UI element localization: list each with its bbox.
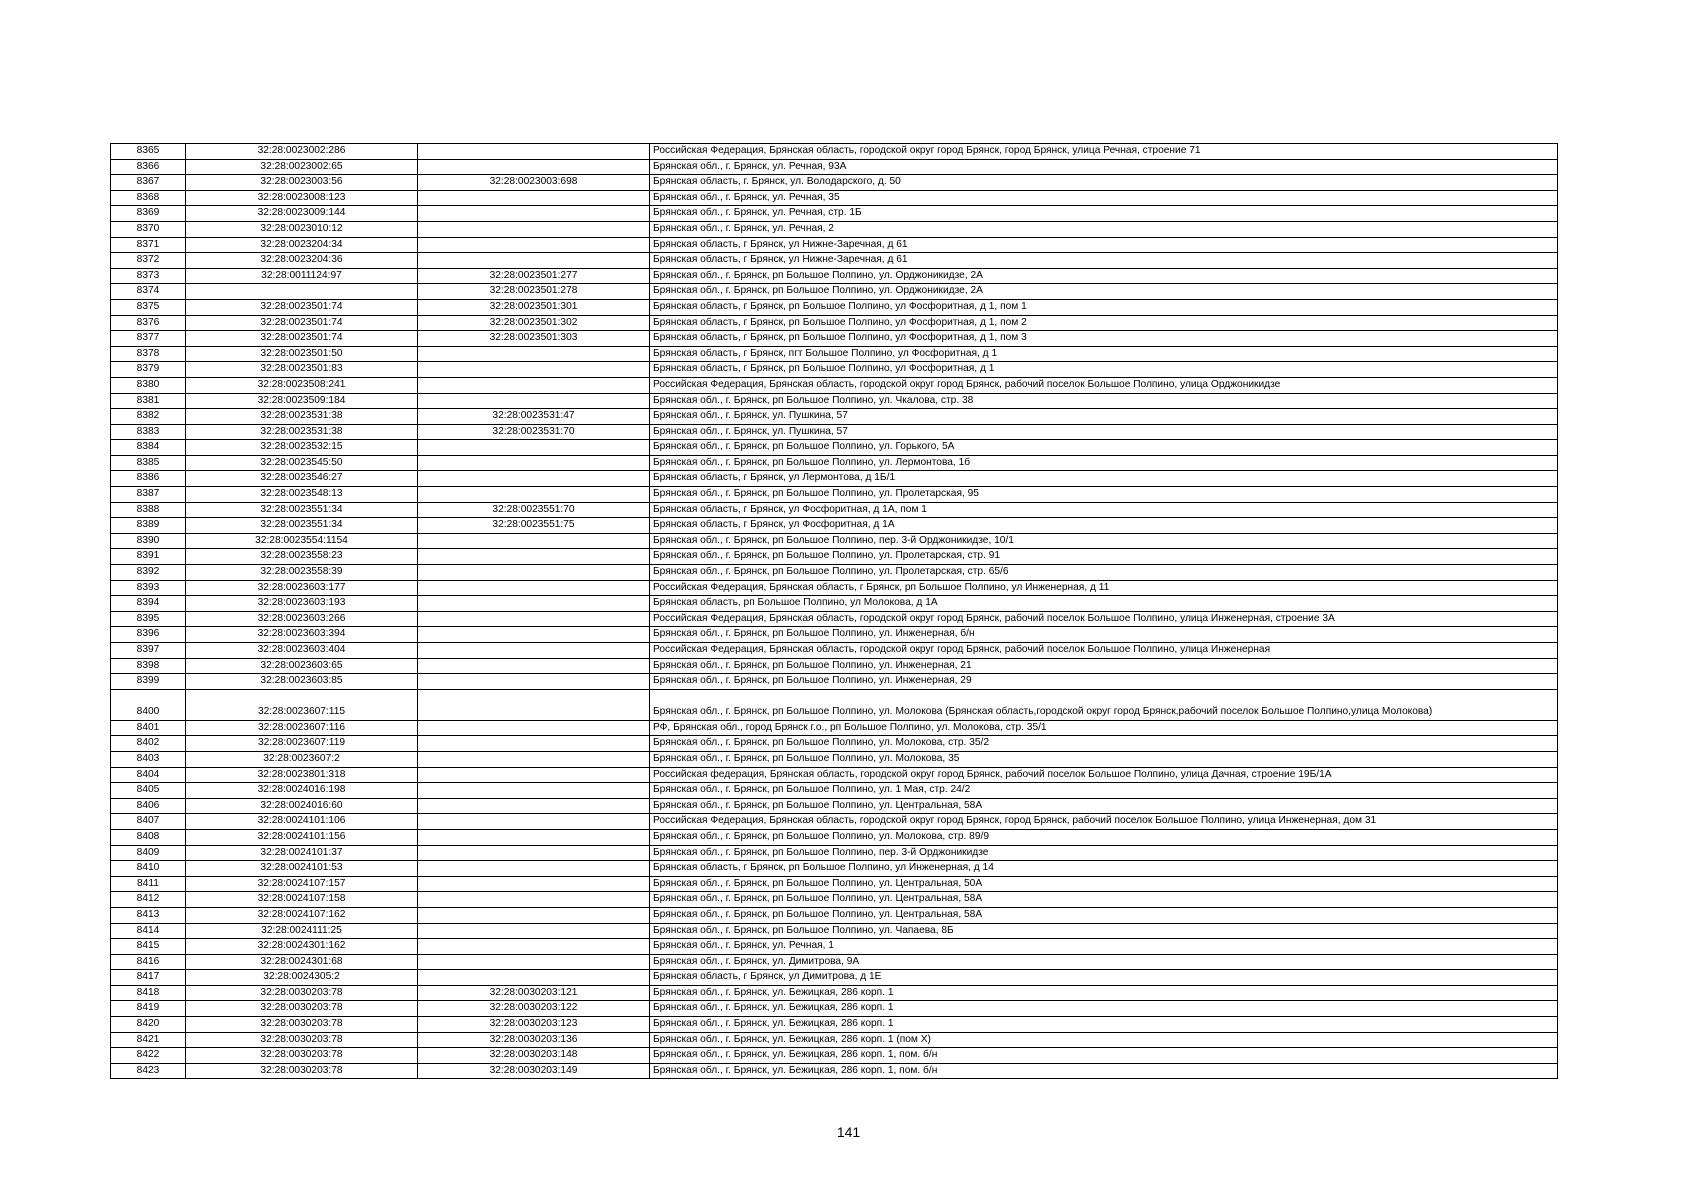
- table-row: [111, 487, 1558, 503]
- object-cadastral-number-cell: [418, 596, 650, 612]
- table-row: [111, 268, 1558, 284]
- address-cell: Брянская область, г Брянск, ул Нижне-Заречная, д 61: [650, 237, 1558, 253]
- address-cell: Брянская обл., г. Брянск, рп Большое Полпино, ул. Инженерная, б/н: [650, 627, 1558, 643]
- table-row: [111, 346, 1558, 362]
- object-cadastral-number-cell: [418, 674, 650, 690]
- cadastral-number-cell: 32:28:0023531:38: [186, 424, 418, 440]
- object-cadastral-number-cell: [418, 144, 650, 160]
- table-row: [111, 206, 1558, 222]
- table-row: [111, 237, 1558, 253]
- object-cadastral-number-cell: [418, 970, 650, 986]
- address-cell: Брянская обл., г. Брянск, рп Большое Полпино, ул. Молокова, стр. 89/9: [650, 829, 1558, 845]
- object-cadastral-number-cell: [418, 954, 650, 970]
- row-number-cell: 8423: [111, 1063, 186, 1079]
- cadastral-number-cell: 32:28:0023501:83: [186, 362, 418, 378]
- cadastral-number-cell: 32:28:0023603:65: [186, 658, 418, 674]
- address-cell: Брянская область, г Брянск, рп Большое Полпино, ул Фосфоритная, д 1: [650, 362, 1558, 378]
- table-row: [111, 783, 1558, 799]
- address-cell: Российская Федерация, Брянская область, городской округ город Брянск, город Брянск, улица Речная, строение 71: [650, 144, 1558, 160]
- object-cadastral-number-cell: [418, 876, 650, 892]
- row-number-cell: 8413: [111, 907, 186, 923]
- cadastral-number-cell: 32:28:0024107:158: [186, 892, 418, 908]
- row-number-cell: 8391: [111, 549, 186, 565]
- object-cadastral-number-cell: [418, 689, 650, 720]
- cadastral-number-cell: [186, 284, 418, 300]
- object-cadastral-number-cell: [418, 907, 650, 923]
- address-cell: Брянская область, рп Большое Полпино, ул Молокова, д 1А: [650, 596, 1558, 612]
- object-cadastral-number-cell: [418, 346, 650, 362]
- address-cell: Российская Федерация, Брянская область, городской округ город Брянск, рабочий поселок Большое Полпино, улица Орджоникидзе: [650, 377, 1558, 393]
- table-row: [111, 876, 1558, 892]
- address-cell: Брянская область, г Брянск, ул Фосфоритная, д 1А, пом 1: [650, 502, 1558, 518]
- cadastral-number-cell: 32:28:0024016:60: [186, 798, 418, 814]
- cadastral-number-cell: 32:28:0023603:266: [186, 611, 418, 627]
- cadastral-number-cell: 32:28:0023501:74: [186, 331, 418, 347]
- object-cadastral-number-cell: [418, 720, 650, 736]
- address-cell: Брянская обл., г. Брянск, ул. Димитрова, 9А: [650, 954, 1558, 970]
- row-number-cell: 8402: [111, 736, 186, 752]
- row-number-cell: 8419: [111, 1001, 186, 1017]
- address-cell: Брянская обл., г. Брянск, рп Большое Полпино, ул. Центральная, 58А: [650, 798, 1558, 814]
- row-number-cell: 8378: [111, 346, 186, 362]
- object-cadastral-number-cell: 32:28:0023501:301: [418, 299, 650, 315]
- address-cell: Брянская обл., г. Брянск, ул. Бежицкая, 286 корп. 1, пом. б/н: [650, 1063, 1558, 1079]
- table-row: [111, 471, 1558, 487]
- address-cell: Брянская обл., г. Брянск, рп Большое Полпино, ул. Инженерная, 29: [650, 674, 1558, 690]
- table-body: [111, 144, 1558, 1079]
- address-cell: Брянская обл., г. Брянск, ул. Речная, 93А: [650, 159, 1558, 175]
- object-cadastral-number-cell: 32:28:0023551:75: [418, 518, 650, 534]
- table-row: [111, 643, 1558, 659]
- row-number-cell: 8376: [111, 315, 186, 331]
- table-row: [111, 892, 1558, 908]
- object-cadastral-number-cell: [418, 814, 650, 830]
- row-number-cell: 8406: [111, 798, 186, 814]
- cadastral-number-cell: 32:28:0023603:177: [186, 580, 418, 596]
- cadastral-number-cell: 32:28:0030203:78: [186, 1048, 418, 1064]
- row-number-cell: 8377: [111, 331, 186, 347]
- object-cadastral-number-cell: [418, 923, 650, 939]
- object-cadastral-number-cell: [418, 221, 650, 237]
- cadastral-number-cell: 32:28:0023204:34: [186, 237, 418, 253]
- object-cadastral-number-cell: [418, 627, 650, 643]
- row-number-cell: 8411: [111, 876, 186, 892]
- table-row: [111, 689, 1558, 720]
- table-row: [111, 331, 1558, 347]
- address-cell: Брянская обл., г. Брянск, рп Большое Полпино, пер. 3-й Орджоникидзе: [650, 845, 1558, 861]
- row-number-cell: 8370: [111, 221, 186, 237]
- address-cell: Брянская обл., г. Брянск, рп Большое Полпино, ул. Молокова, стр. 35/2: [650, 736, 1558, 752]
- address-cell: Брянская обл., г. Брянск, ул. Пушкина, 57: [650, 424, 1558, 440]
- cadastral-number-cell: 32:28:0023002:65: [186, 159, 418, 175]
- cadastral-number-cell: 32:28:0023548:13: [186, 487, 418, 503]
- table-row: [111, 674, 1558, 690]
- object-cadastral-number-cell: [418, 861, 650, 877]
- cadastral-number-cell: 32:28:0023501:74: [186, 299, 418, 315]
- table-row: [111, 751, 1558, 767]
- table-row: [111, 284, 1558, 300]
- cadastral-number-cell: 32:28:0023551:34: [186, 502, 418, 518]
- object-cadastral-number-cell: [418, 767, 650, 783]
- cadastral-number-cell: 32:28:0030203:78: [186, 1063, 418, 1079]
- address-cell: Брянская область, г Брянск, ул Нижне-Заречная, д 61: [650, 253, 1558, 269]
- table-row: [111, 175, 1558, 191]
- table-row: [111, 814, 1558, 830]
- address-cell: Брянская обл., г. Брянск, рп Большое Полпино, ул. Пролетарская, стр. 91: [650, 549, 1558, 565]
- cadastral-number-cell: 32:28:0023603:85: [186, 674, 418, 690]
- table-row: [111, 970, 1558, 986]
- cadastral-number-cell: 32:28:0030203:78: [186, 1001, 418, 1017]
- address-cell: Брянская обл., г. Брянск, ул. Речная, 35: [650, 190, 1558, 206]
- object-cadastral-number-cell: [418, 845, 650, 861]
- object-cadastral-number-cell: 32:28:0023003:698: [418, 175, 650, 191]
- table-row: [111, 409, 1558, 425]
- table-row: [111, 658, 1558, 674]
- cadastral-number-cell: 32:28:0024305:2: [186, 970, 418, 986]
- cadastral-number-cell: 32:28:0024101:106: [186, 814, 418, 830]
- object-cadastral-number-cell: 32:28:0023531:70: [418, 424, 650, 440]
- row-number-cell: 8421: [111, 1032, 186, 1048]
- address-cell: Брянская область, г Брянск, ул Димитрова, д 1Е: [650, 970, 1558, 986]
- object-cadastral-number-cell: [418, 206, 650, 222]
- row-number-cell: 8388: [111, 502, 186, 518]
- address-cell: Российская федерация, Брянская область, городской округ город Брянск, рабочий поселок Большое Полпино, улица Дачная, строение 19Б/1А: [650, 767, 1558, 783]
- object-cadastral-number-cell: [418, 751, 650, 767]
- object-cadastral-number-cell: [418, 253, 650, 269]
- address-cell: Брянская область, г Брянск, рп Большое Полпино, ул Инженерная, д 14: [650, 861, 1558, 877]
- object-cadastral-number-cell: [418, 440, 650, 456]
- cadastral-number-cell: 32:28:0023501:74: [186, 315, 418, 331]
- row-number-cell: 8398: [111, 658, 186, 674]
- row-number-cell: 8384: [111, 440, 186, 456]
- cadastral-number-cell: 32:28:0023554:1154: [186, 533, 418, 549]
- address-cell: Брянская область, г Брянск, рп Большое Полпино, ул Фосфоритная, д 1, пом 2: [650, 315, 1558, 331]
- object-cadastral-number-cell: [418, 643, 650, 659]
- row-number-cell: 8374: [111, 284, 186, 300]
- row-number-cell: 8414: [111, 923, 186, 939]
- address-cell: Брянская обл., г. Брянск, ул. Речная, 1: [650, 939, 1558, 955]
- row-number-cell: 8382: [111, 409, 186, 425]
- address-cell: Брянская обл., г. Брянск, рп Большое Полпино, ул. Пролетарская, стр. 65/6: [650, 565, 1558, 581]
- table-row: [111, 798, 1558, 814]
- cadastral-number-cell: 32:28:0024101:156: [186, 829, 418, 845]
- cadastral-number-cell: 32:28:0023551:34: [186, 518, 418, 534]
- cadastral-number-cell: 32:28:0023558:23: [186, 549, 418, 565]
- address-cell: Брянская обл., г. Брянск, рп Большое Полпино, ул. Молокова (Брянская область,городской округ город Брянск,рабочий поселок Большое Полпино,улица Молокова): [650, 689, 1558, 720]
- object-cadastral-number-cell: [418, 455, 650, 471]
- row-number-cell: 8379: [111, 362, 186, 378]
- table-row: [111, 144, 1558, 160]
- table-row: [111, 580, 1558, 596]
- cadastral-number-cell: 32:28:0023531:38: [186, 409, 418, 425]
- row-number-cell: 8405: [111, 783, 186, 799]
- table-row: [111, 159, 1558, 175]
- row-number-cell: 8368: [111, 190, 186, 206]
- table-row: [111, 1001, 1558, 1017]
- table-row: [111, 253, 1558, 269]
- row-number-cell: 8403: [111, 751, 186, 767]
- table-row: [111, 767, 1558, 783]
- table-row: [111, 861, 1558, 877]
- address-cell: Брянская обл., г. Брянск, ул. Бежицкая, 286 корп. 1: [650, 985, 1558, 1001]
- table-row: [111, 377, 1558, 393]
- object-cadastral-number-cell: [418, 237, 650, 253]
- cadastral-number-cell: 32:28:0023546:27: [186, 471, 418, 487]
- row-number-cell: 8393: [111, 580, 186, 596]
- object-cadastral-number-cell: [418, 658, 650, 674]
- row-number-cell: 8383: [111, 424, 186, 440]
- object-cadastral-number-cell: [418, 736, 650, 752]
- cadastral-number-cell: 32:28:0023603:193: [186, 596, 418, 612]
- cadastral-number-cell: 32:28:0024107:157: [186, 876, 418, 892]
- object-cadastral-number-cell: [418, 829, 650, 845]
- object-cadastral-number-cell: [418, 377, 650, 393]
- table-row: [111, 627, 1558, 643]
- cadastral-number-cell: 32:28:0023607:115: [186, 689, 418, 720]
- address-cell: Брянская область, г Брянск, ул Лермонтова, д 1Б/1: [650, 471, 1558, 487]
- row-number-cell: 8373: [111, 268, 186, 284]
- row-number-cell: 8367: [111, 175, 186, 191]
- object-cadastral-number-cell: [418, 362, 650, 378]
- cadastral-number-cell: 32:28:0023603:394: [186, 627, 418, 643]
- cadastral-number-cell: 32:28:0030203:78: [186, 1017, 418, 1033]
- cadastral-number-cell: 32:28:0024301:162: [186, 939, 418, 955]
- row-number-cell: 8399: [111, 674, 186, 690]
- address-cell: Брянская обл., г. Брянск, рп Большое Полпино, пер. 3-й Орджоникидзе, 10/1: [650, 533, 1558, 549]
- table-row: [111, 1017, 1558, 1033]
- row-number-cell: 8422: [111, 1048, 186, 1064]
- address-cell: РФ, Брянская обл., город Брянск г.о., рп Большое Полпино, ул. Молокова, стр. 35/1: [650, 720, 1558, 736]
- object-cadastral-number-cell: [418, 798, 650, 814]
- row-number-cell: 8409: [111, 845, 186, 861]
- property-registry-table: [110, 143, 1558, 1079]
- address-cell: Брянская обл., г. Брянск, рп Большое Полпино, ул. Орджоникидзе, 2А: [650, 284, 1558, 300]
- object-cadastral-number-cell: 32:28:0023501:303: [418, 331, 650, 347]
- row-number-cell: 8395: [111, 611, 186, 627]
- address-cell: Российская Федерация, Брянская область, городской округ город Брянск, город Брянск, рабочий поселок Большое Полпино, улица Инженерная, дом 31: [650, 814, 1558, 830]
- cadastral-number-cell: 32:28:0023501:50: [186, 346, 418, 362]
- cadastral-number-cell: 32:28:0023607:2: [186, 751, 418, 767]
- row-number-cell: 8396: [111, 627, 186, 643]
- address-cell: Брянская обл., г. Брянск, ул. Пушкина, 57: [650, 409, 1558, 425]
- row-number-cell: 8390: [111, 533, 186, 549]
- cadastral-number-cell: 32:28:0023002:286: [186, 144, 418, 160]
- cadastral-number-cell: 32:28:0023545:50: [186, 455, 418, 471]
- object-cadastral-number-cell: 32:28:0023501:302: [418, 315, 650, 331]
- object-cadastral-number-cell: [418, 611, 650, 627]
- object-cadastral-number-cell: [418, 549, 650, 565]
- cadastral-number-cell: 32:28:0023009:144: [186, 206, 418, 222]
- object-cadastral-number-cell: 32:28:0030203:122: [418, 1001, 650, 1017]
- cadastral-number-cell: 32:28:0023003:56: [186, 175, 418, 191]
- row-number-cell: 8386: [111, 471, 186, 487]
- address-cell: Брянская область, г Брянск, ул Фосфоритная, д 1А: [650, 518, 1558, 534]
- row-number-cell: 8401: [111, 720, 186, 736]
- object-cadastral-number-cell: [418, 393, 650, 409]
- row-number-cell: 8418: [111, 985, 186, 1001]
- address-cell: Брянская обл., г. Брянск, рп Большое Полпино, ул. 1 Мая, стр. 24/2: [650, 783, 1558, 799]
- address-cell: Брянская обл., г. Брянск, рп Большое Полпино, ул. Горького, 5А: [650, 440, 1558, 456]
- row-number-cell: 8400: [111, 689, 186, 720]
- table-row: [111, 502, 1558, 518]
- address-cell: Российская Федерация, Брянская область, городской округ город Брянск, рабочий поселок Большое Полпино, улица Инженерная: [650, 643, 1558, 659]
- address-cell: Брянская обл., г. Брянск, рп Большое Полпино, ул. Орджоникидзе, 2А: [650, 268, 1558, 284]
- cadastral-number-cell: 32:28:0023508:241: [186, 377, 418, 393]
- address-cell: Брянская область, г Брянск, пгт Большое Полпино, ул Фосфоритная, д 1: [650, 346, 1558, 362]
- cadastral-number-cell: 32:28:0023607:116: [186, 720, 418, 736]
- address-cell: Российская Федерация, Брянская область, городской округ город Брянск, рабочий поселок Большое Полпино, улица Инженерная, строение 3А: [650, 611, 1558, 627]
- address-cell: Брянская обл., г. Брянск, рп Большое Полпино, ул. Чапаева, 8Б: [650, 923, 1558, 939]
- cadastral-number-cell: 32:28:0023204:36: [186, 253, 418, 269]
- cadastral-number-cell: 32:28:0011124:97: [186, 268, 418, 284]
- object-cadastral-number-cell: 32:28:0023501:277: [418, 268, 650, 284]
- table-row: [111, 985, 1558, 1001]
- table-row: [111, 518, 1558, 534]
- table-row: [111, 299, 1558, 315]
- address-cell: Брянская обл., г. Брянск, ул. Бежицкая, 286 корп. 1: [650, 1001, 1558, 1017]
- row-number-cell: 8375: [111, 299, 186, 315]
- cadastral-number-cell: 32:28:0024107:162: [186, 907, 418, 923]
- table-row: [111, 549, 1558, 565]
- table-row: [111, 1048, 1558, 1064]
- table-row: [111, 1063, 1558, 1079]
- table-row: [111, 596, 1558, 612]
- table-row: [111, 424, 1558, 440]
- cadastral-number-cell: 32:28:0023509:184: [186, 393, 418, 409]
- row-number-cell: 8412: [111, 892, 186, 908]
- address-cell: Брянская обл., г. Брянск, рп Большое Полпино, ул. Центральная, 50А: [650, 876, 1558, 892]
- object-cadastral-number-cell: 32:28:0030203:149: [418, 1063, 650, 1079]
- cadastral-number-cell: 32:28:0023558:39: [186, 565, 418, 581]
- row-number-cell: 8372: [111, 253, 186, 269]
- table-row: [111, 440, 1558, 456]
- address-cell: Брянская обл., г. Брянск, ул. Речная, 2: [650, 221, 1558, 237]
- row-number-cell: 8394: [111, 596, 186, 612]
- address-cell: Брянская обл., г. Брянск, рп Большое Полпино, ул. Лермонтова, 1б: [650, 455, 1558, 471]
- address-cell: Брянская обл., г. Брянск, ул. Бежицкая, 286 корп. 1, пом. б/н: [650, 1048, 1558, 1064]
- table-row: [111, 720, 1558, 736]
- table-row: [111, 190, 1558, 206]
- object-cadastral-number-cell: [418, 939, 650, 955]
- cadastral-number-cell: 32:28:0023010:12: [186, 221, 418, 237]
- table-row: [111, 845, 1558, 861]
- row-number-cell: 8416: [111, 954, 186, 970]
- page-number: 141: [836, 1124, 861, 1140]
- row-number-cell: 8389: [111, 518, 186, 534]
- address-cell: Брянская обл., г. Брянск, рп Большое Полпино, ул. Центральная, 58А: [650, 892, 1558, 908]
- address-cell: Брянская обл., г. Брянск, ул. Речная, стр. 1Б: [650, 206, 1558, 222]
- cadastral-number-cell: 32:28:0030203:78: [186, 1032, 418, 1048]
- row-number-cell: 8415: [111, 939, 186, 955]
- address-cell: Брянская обл., г. Брянск, рп Большое Полпино, ул. Инженерная, 21: [650, 658, 1558, 674]
- address-cell: Брянская обл., г. Брянск, ул. Бежицкая, 286 корп. 1 (пом Х): [650, 1032, 1558, 1048]
- address-cell: Брянская обл., г. Брянск, рп Большое Полпино, ул. Центральная, 58А: [650, 907, 1558, 923]
- cadastral-number-cell: 32:28:0023801:318: [186, 767, 418, 783]
- row-number-cell: 8365: [111, 144, 186, 160]
- object-cadastral-number-cell: 32:28:0023501:278: [418, 284, 650, 300]
- table-row: [111, 939, 1558, 955]
- row-number-cell: 8410: [111, 861, 186, 877]
- cadastral-number-cell: 32:28:0023603:404: [186, 643, 418, 659]
- object-cadastral-number-cell: 32:28:0030203:121: [418, 985, 650, 1001]
- table-row: [111, 393, 1558, 409]
- row-number-cell: 8385: [111, 455, 186, 471]
- cadastral-number-cell: 32:28:0024101:37: [186, 845, 418, 861]
- object-cadastral-number-cell: [418, 471, 650, 487]
- table-row: [111, 362, 1558, 378]
- object-cadastral-number-cell: [418, 580, 650, 596]
- row-number-cell: 8369: [111, 206, 186, 222]
- object-cadastral-number-cell: [418, 159, 650, 175]
- row-number-cell: 8371: [111, 237, 186, 253]
- cadastral-number-cell: 32:28:0024301:68: [186, 954, 418, 970]
- address-cell: Брянская обл., г. Брянск, рп Большое Полпино, ул. Молокова, 35: [650, 751, 1558, 767]
- table-row: [111, 455, 1558, 471]
- cadastral-number-cell: 32:28:0024111:25: [186, 923, 418, 939]
- object-cadastral-number-cell: [418, 487, 650, 503]
- table-row: [111, 923, 1558, 939]
- row-number-cell: 8397: [111, 643, 186, 659]
- table-row: [111, 1032, 1558, 1048]
- table-row: [111, 315, 1558, 331]
- row-number-cell: 8380: [111, 377, 186, 393]
- cadastral-number-cell: 32:28:0024016:198: [186, 783, 418, 799]
- row-number-cell: 8366: [111, 159, 186, 175]
- table-row: [111, 954, 1558, 970]
- row-number-cell: 8387: [111, 487, 186, 503]
- object-cadastral-number-cell: [418, 565, 650, 581]
- cadastral-number-cell: 32:28:0030203:78: [186, 985, 418, 1001]
- cadastral-number-cell: 32:28:0024101:53: [186, 861, 418, 877]
- table-row: [111, 221, 1558, 237]
- row-number-cell: 8381: [111, 393, 186, 409]
- address-cell: Брянская обл., г. Брянск, рп Большое Полпино, ул. Чкалова, стр. 38: [650, 393, 1558, 409]
- table-row: [111, 565, 1558, 581]
- table-row: [111, 736, 1558, 752]
- object-cadastral-number-cell: 32:28:0030203:136: [418, 1032, 650, 1048]
- table-row: [111, 829, 1558, 845]
- object-cadastral-number-cell: [418, 533, 650, 549]
- cadastral-number-cell: 32:28:0023008:123: [186, 190, 418, 206]
- address-cell: Брянская область, г. Брянск, ул. Володарского, д. 50: [650, 175, 1558, 191]
- row-number-cell: 8392: [111, 565, 186, 581]
- table-row: [111, 907, 1558, 923]
- row-number-cell: 8407: [111, 814, 186, 830]
- row-number-cell: 8408: [111, 829, 186, 845]
- address-cell: Брянская обл., г. Брянск, ул. Бежицкая, 286 корп. 1: [650, 1017, 1558, 1033]
- table-row: [111, 533, 1558, 549]
- object-cadastral-number-cell: [418, 190, 650, 206]
- row-number-cell: 8420: [111, 1017, 186, 1033]
- object-cadastral-number-cell: 32:28:0023551:70: [418, 502, 650, 518]
- object-cadastral-number-cell: [418, 892, 650, 908]
- address-cell: Брянская область, г Брянск, рп Большое Полпино, ул Фосфоритная, д 1, пом 1: [650, 299, 1558, 315]
- address-cell: Российская Федерация, Брянская область, г Брянск, рп Большое Полпино, ул Инженерная, д 11: [650, 580, 1558, 596]
- address-cell: Брянская область, г Брянск, рп Большое Полпино, ул Фосфоритная, д 1, пом 3: [650, 331, 1558, 347]
- object-cadastral-number-cell: 32:28:0030203:123: [418, 1017, 650, 1033]
- row-number-cell: 8417: [111, 970, 186, 986]
- row-number-cell: 8404: [111, 767, 186, 783]
- address-cell: Брянская обл., г. Брянск, рп Большое Полпино, ул. Пролетарская, 95: [650, 487, 1558, 503]
- cadastral-number-cell: 32:28:0023532:15: [186, 440, 418, 456]
- object-cadastral-number-cell: 32:28:0030203:148: [418, 1048, 650, 1064]
- object-cadastral-number-cell: 32:28:0023531:47: [418, 409, 650, 425]
- table-row: [111, 611, 1558, 627]
- cadastral-number-cell: 32:28:0023607:119: [186, 736, 418, 752]
- object-cadastral-number-cell: [418, 783, 650, 799]
